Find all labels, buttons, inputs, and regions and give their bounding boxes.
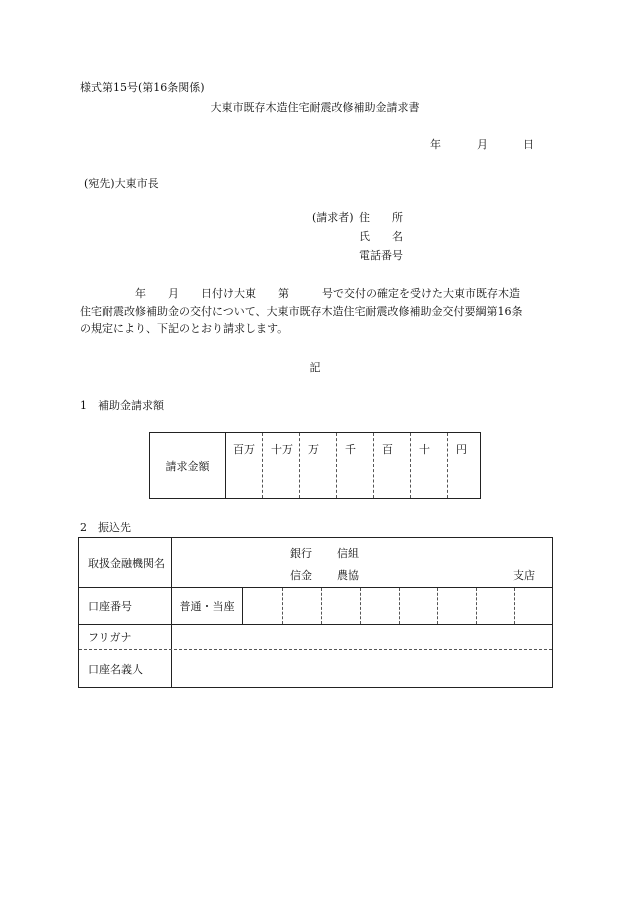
date-month: 月 [477, 138, 488, 151]
bank-type-shinkumi: 信組 [337, 547, 359, 560]
account-digit-cell[interactable] [476, 588, 514, 624]
branch-label: 支店 [513, 569, 535, 582]
account-type[interactable]: 普通・当座 [172, 588, 243, 624]
bank-type-shinkin: 信金 [290, 569, 312, 582]
document-title: 大東市既存木造住宅耐震改修補助金請求書 [210, 101, 420, 114]
bank-type-ginko: 銀行 [290, 547, 312, 560]
kigo-mark: 記 [309, 361, 321, 374]
bank-row [79, 538, 552, 588]
account-digit-cell[interactable] [360, 588, 399, 624]
section1-heading: 1 補助金請求額 [80, 399, 164, 412]
amount-digit-cell[interactable] [410, 433, 447, 498]
unit-label: 千 [345, 443, 356, 456]
amount-table [149, 432, 481, 499]
amount-digit-cell[interactable] [225, 433, 262, 498]
account-number-label: 口座番号 [79, 588, 172, 624]
amount-digit-cell[interactable] [447, 433, 480, 498]
bank-label: 取扱金融機関名 [79, 538, 172, 587]
account-holder-row [79, 650, 552, 687]
unit-label: 百万 [233, 443, 255, 456]
account-digit-cell[interactable] [514, 588, 552, 624]
account-digit-cell[interactable] [282, 588, 321, 624]
body-line: 年 月 日付け大東 第 号で交付の確定を受けた大東市既存木造 [80, 287, 520, 300]
date-year: 年 [430, 138, 441, 151]
furigana-label: フリガナ [79, 625, 172, 649]
unit-label: 万 [308, 443, 319, 456]
amount-digit-cell[interactable] [373, 433, 410, 498]
amount-label: 請求金額 [150, 433, 226, 498]
body-line: の規定により、下記のとおり請求します。 [80, 322, 289, 335]
amount-digit-cell[interactable] [299, 433, 336, 498]
phone-label: 電話番号 [359, 249, 403, 262]
account-number-row [79, 588, 552, 625]
section2-heading: 2 振込先 [80, 521, 131, 534]
account-digit-cell[interactable] [399, 588, 437, 624]
unit-label: 十 [419, 443, 430, 456]
transfer-table [78, 537, 553, 688]
requester-label: (請求者) [312, 211, 354, 224]
unit-label: 十万 [271, 443, 293, 456]
furigana-row [79, 625, 552, 650]
amount-digit-cell[interactable] [262, 433, 299, 498]
name-label: 氏 名 [359, 230, 403, 243]
account-digit-cell[interactable] [321, 588, 360, 624]
body-line: 住宅耐震改修補助金の交付について、大東市既存木造住宅耐震改修補助金交付要綱第16条 [80, 304, 523, 318]
body-paragraph [80, 285, 552, 338]
account-holder-label: 口座名義人 [79, 650, 172, 687]
unit-label: 百 [382, 443, 393, 456]
amount-digit-cell[interactable] [336, 433, 373, 498]
date-day: 日 [523, 138, 534, 151]
address-label: 住 所 [359, 211, 403, 224]
bank-type-nokyo: 農協 [337, 569, 359, 582]
addressee: (宛先)大東市長 [84, 177, 159, 190]
account-digit-cell[interactable] [437, 588, 476, 624]
unit-label: 円 [456, 443, 467, 456]
form-number: 様式第15号(第16条関係) [80, 81, 205, 94]
